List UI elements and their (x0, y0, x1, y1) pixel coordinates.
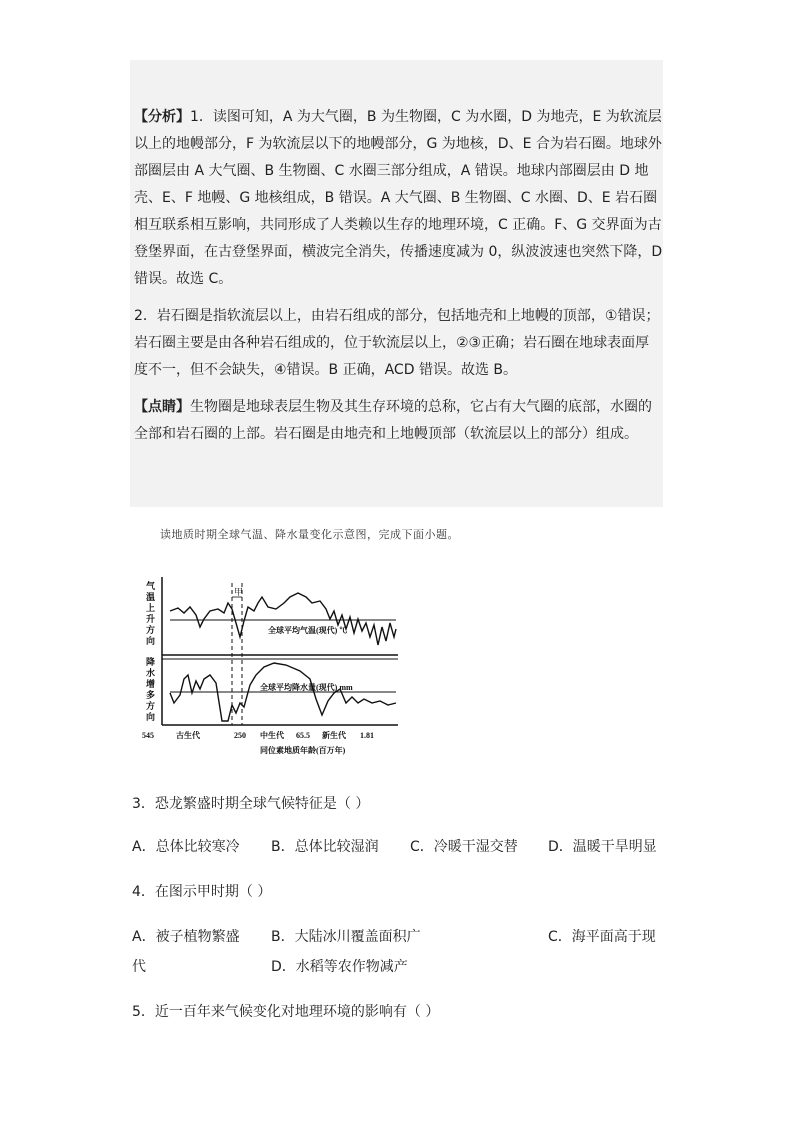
x-tick-65-5: 65.5 (296, 731, 310, 740)
q3-option-a[interactable]: A．总体比较寒冷 (132, 839, 240, 855)
q3-option-b[interactable]: B．总体比较湿润 (271, 839, 379, 855)
question-3: 3．恐龙繁盛时期全球气候特征是（ ） (132, 796, 370, 812)
comment-paragraph: 【点睛】生物圈是地球表层生物及其生存环境的总称，它占有大气圈的底部，水圈的全部和岩石圈的上部。岩石圈是由地壳和上地幔顶部（软流层以上的部分）组成。 (134, 399, 652, 442)
figure-intro: 读地质时期全球气温、降水量变化示意图，完成下面小题。 (160, 528, 459, 541)
x-tick-250: 250 (234, 731, 246, 740)
x-tick-mesozoic: 中生代 (260, 731, 284, 740)
question-5: 5．近一百年来气候变化对地理环境的影响有（ ） (132, 1004, 440, 1020)
temperature-label: 全球平均气温(现代) ℃ (268, 626, 348, 635)
x-tick-paleozoic: 古生代 (176, 731, 200, 740)
label-jia: 甲 (234, 587, 244, 597)
analysis-paragraph-1: 【分析】1．读图可知，A 为大气圈，B 为生物圈，C 为水圈，D 为地壳，E 为软流层以上的地幔部分，F 为软流层以下的地幔部分，G 为地核，D、E 合为岩石圈。地球外部圈层由 A 大气圈、B 生物圈、C 水圈三部分组成，A 错误。地球内部圈层由 D 地壳、E、F 地幔、G 地核组成，B 错误。A 大气圈、B 生物圈、C 水圈、D、E 岩石圈相互联系相互影响，共同形成了人类赖以生存的地理环境，C 正确。F、G 交界面为古登堡界面，在古登堡界面，横波完全消失，传播速度减为 0，纵波波速也突然下降，D 错误。故选 C。 (134, 109, 663, 287)
question-4: 4．在图示甲时期（ ） (132, 884, 272, 900)
q4-option-b[interactable]: B．大陆冰川覆盖面积广 (271, 929, 421, 945)
ylabel-precipitation: 降水增多方向 (146, 657, 156, 722)
ylabel-temperature: 气温上升方向 (146, 581, 156, 646)
x-axis-label: 同位素地质年龄(百万年) (260, 746, 346, 755)
analysis-panel (130, 60, 663, 507)
q4-option-c[interactable]: C．海平面高于现 (548, 929, 656, 945)
climate-figure (140, 575, 400, 770)
q3-option-c[interactable]: C．冷暖干湿交替 (410, 839, 518, 855)
precipitation-label: 全球平均降水量(现代) mm (260, 683, 353, 692)
analysis-tag: 【分析】 (134, 109, 190, 125)
q4-option-a[interactable]: A．被子植物繁盛 (132, 929, 240, 945)
comment-tag: 【点睛】 (134, 399, 190, 415)
x-tick-545: 545 (142, 731, 154, 740)
q4-option-c-cont: 代 (132, 959, 146, 975)
q4-option-d[interactable]: D．水稻等农作物减产 (271, 959, 408, 975)
x-tick-1-81: 1.81 (360, 731, 374, 740)
q3-option-d[interactable]: D．温暖干旱明显 (548, 839, 657, 855)
x-tick-cenozoic: 新生代 (322, 731, 346, 740)
analysis-paragraph-2: 2．岩石圈是指软流层以上，由岩石组成的部分，包括地壳和上地幔的顶部，①错误；岩石圈主要是由各种岩石组成的，位于软流层以上，②③正确；岩石圈在地球表面厚度不一，但不会缺失，④错误。B 正确，ACD 错误。故选 B。 (134, 308, 660, 378)
